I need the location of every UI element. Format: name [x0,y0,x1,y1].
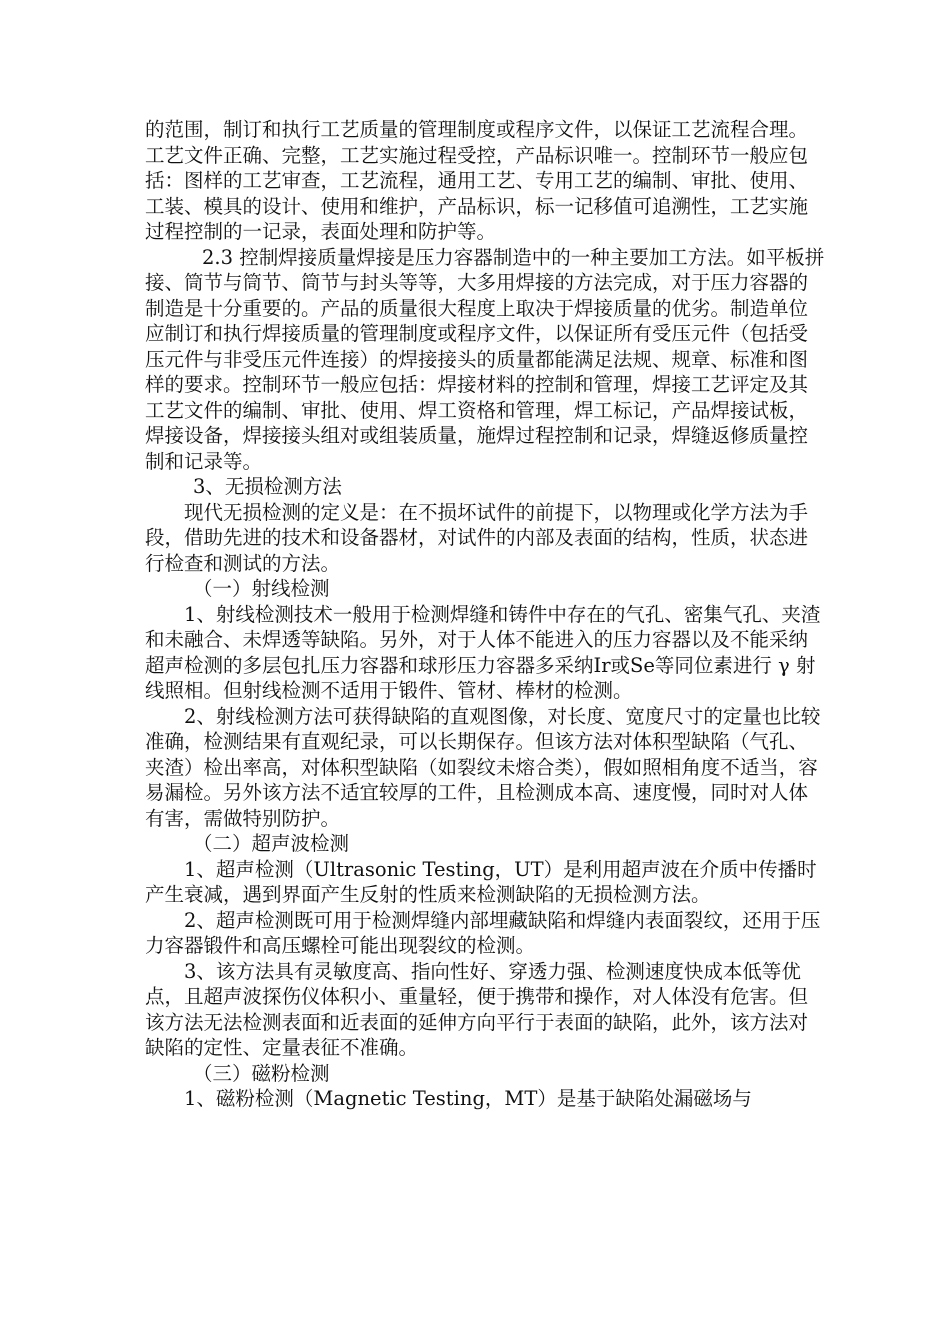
paragraph-continued: 的范围，制订和执行工艺质量的管理制度或程序文件，以保证工艺流程合理。工艺文件正确、完整，工艺实施过程受控，产品标识唯一。控制环节一般应包括：图样的工艺审查，工艺流程，通用工艺、专用工艺的编制、审批、使用、工装、模具的设计、使用和维护，产品标识，标一记移值可追溯性，工艺实施过程控制的一记录，表面处理和防护等。 [145,118,809,243]
subheading-magnetic: （三）磁粉检测 [193,1061,330,1085]
subheading-ultrasonic: （二）超声波检测 [193,832,350,855]
paragraph-mt-1: 1、磁粉检测（Magnetic Testing，MT）是基于缺陷处漏磁场与 [184,1087,752,1110]
section-heading-ndt: 3、无损检测方法 [193,475,342,498]
paragraph-rt-2: 2、射线检测方法可获得缺陷的直观图像，对长度、宽度尺寸的定量也比较准确，检测结果有直观纪录，可以长期保存。但该方法对体积型缺陷（气孔、夹渣）检出率高，对体积型缺陷（如裂纹未熔合类），假如照相角度不适当，容易漏检。另外该方法不适宜较厚的工件，且检测成本高、速度慢，同时对人体有害，需做特别防护。 [145,704,821,830]
paragraph-ut-3: 3、该方法具有灵敏度高、指向性好、穿透力强、检测速度快成本低等优点，且超声波探伤仪体积小、重量轻，便于携带和操作，对人体没有危害。但该方法无法检测表面和近表面的延伸方向平行于表面的缺陷，此外，该方法对缺陷的定性、定量表征不准确。 [145,959,809,1059]
document-page [145,117,825,1112]
paragraph-2-3-welding: 2.3 控制焊接质量焊接是压力容器制造中的一种主要加工方法。如平板拼接、筒节与筒节、筒节与封头等等，大多用焊接的方法完成，对于压力容器的制造是十分重要的。产品的质量很大程度上取决于焊接质量的优劣。制造单位应制订和执行焊接质量的管理制度或程序文件，以保证所有受压元件（包括受压元件与非受压元件连接）的焊接接头的质量都能满足法规、规章、标准和图样的要求。控制环节一般应包括：焊接材料的控制和管理，焊接工艺评定及其工艺文件的编制、审批、使用、焊工资格和管理，焊工标记，产品焊接试板，焊接设备，焊接接头组对或组装质量，施焊过程控制和记录，焊缝返修质量控制和记录等。 [145,245,825,473]
paragraph-rt-1: 1、射线检测技术一般用于检测焊缝和铸件中存在的气孔、密集气孔、夹渣和未融合、未焊透等缺陷。另外，对于人体不能进入的压力容器以及不能采纳超声检测的多层包扎压力容器和球形压力容器多采纳Ir或Se等同位素进行 γ 射线照相。但射线检测不适用于锻件、管材、棒材的检测。 [145,602,821,702]
paragraph-ut-1: 1、超声检测（Ultrasonic Testing，UT）是利用超声波在介质中传播时产生衰减，遇到界面产生反射的性质来检测缺陷的无损检测方法。 [145,857,817,906]
paragraph-ut-2: 2、超声检测既可用于检测焊缝内部埋藏缺陷和焊缝内表面裂纹，还用于压力容器锻件和高压螺栓可能出现裂纹的检测。 [145,908,821,957]
paragraph-ndt-definition: 现代无损检测的定义是：在不损坏试件的前提下，以物理或化学方法为手段，借助先进的技术和设备器材，对试件的内部及表面的结构，性质，状态进行检查和测试的方法。 [145,500,809,575]
subheading-radiographic: （一）射线检测 [193,577,330,600]
